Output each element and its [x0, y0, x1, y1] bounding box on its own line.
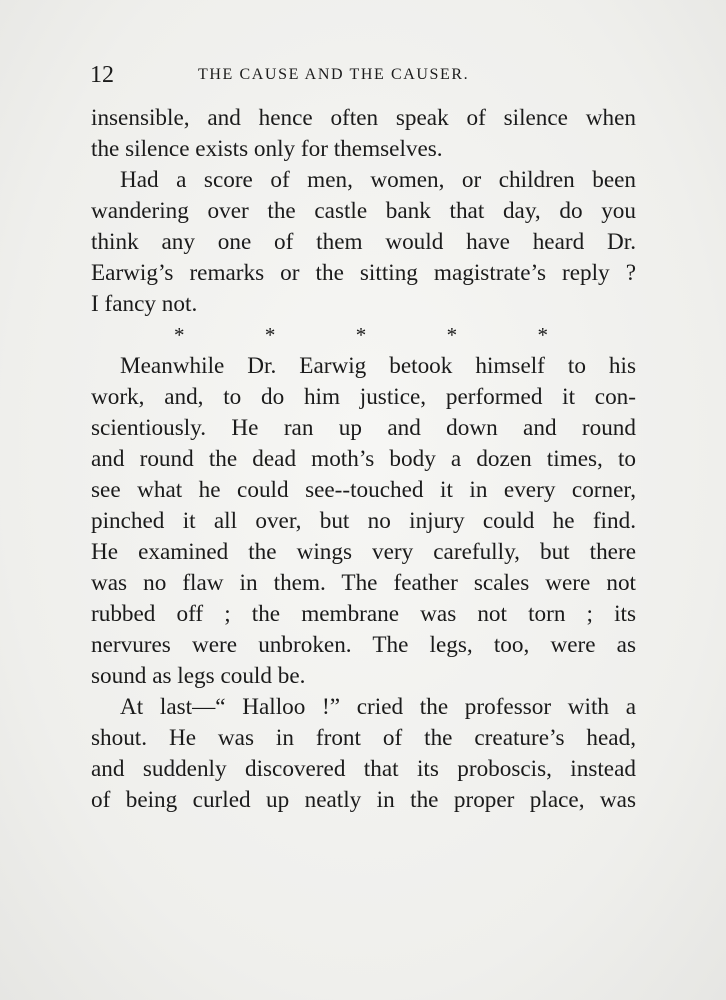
- page-header: [90, 60, 636, 90]
- asterisk: *: [174, 323, 185, 347]
- text-line: think any one of them would have heard Dr.: [91, 229, 636, 255]
- text-line: rubbed off ; the membrane was not torn ; its: [91, 601, 636, 627]
- asterisk: *: [446, 323, 458, 347]
- text-line: see what he could see--touched it in every corner,: [91, 477, 636, 503]
- text-line: nervures were unbroken. The legs, too, were as: [91, 632, 636, 658]
- asterisk: *: [264, 323, 276, 347]
- text-line: wandering over the castle bank that day, do you: [91, 198, 636, 224]
- text-line: insensible, and hence often speak of silence when: [91, 105, 636, 131]
- text-line: He examined the wings very carefully, but there: [91, 539, 636, 565]
- text-line: work, and, to do him justice, performed it con-: [91, 384, 636, 410]
- text-line: sound as legs could be.: [91, 663, 306, 689]
- section-break: [91, 320, 636, 351]
- page-number: 12: [90, 62, 114, 88]
- text-line: was no flaw in them. The feather scales were not: [91, 570, 636, 596]
- body-text: [91, 103, 636, 816]
- text-line: scientiously. He ran up and down and round: [91, 415, 636, 441]
- asterisk: *: [537, 323, 548, 347]
- text-line: and suddenly discovered that its proboscis, instead: [91, 756, 636, 782]
- text-line: I fancy not.: [91, 291, 198, 317]
- text-line: Meanwhile Dr. Earwig betook himself to his: [120, 353, 636, 379]
- running-title: THE CAUSE AND THE CAUSER.: [198, 66, 470, 83]
- text-line: pinched it all over, but no injury could he find.: [91, 508, 636, 534]
- text-line: Had a score of men, women, or children been: [120, 167, 636, 193]
- text-line: and round the dead moth’s body a dozen times, to: [91, 446, 636, 472]
- asterisk: *: [355, 323, 367, 347]
- text-line: shout. He was in front of the creature’s head,: [91, 725, 636, 751]
- text-line: Earwig’s remarks or the sitting magistrate’s reply ?: [91, 260, 636, 286]
- text-line: the silence exists only for themselves.: [91, 136, 443, 162]
- text-line: of being curled up neatly in the proper place, was: [91, 787, 636, 813]
- text-line: At last—“ Halloo !” cried the professor with a: [120, 694, 636, 720]
